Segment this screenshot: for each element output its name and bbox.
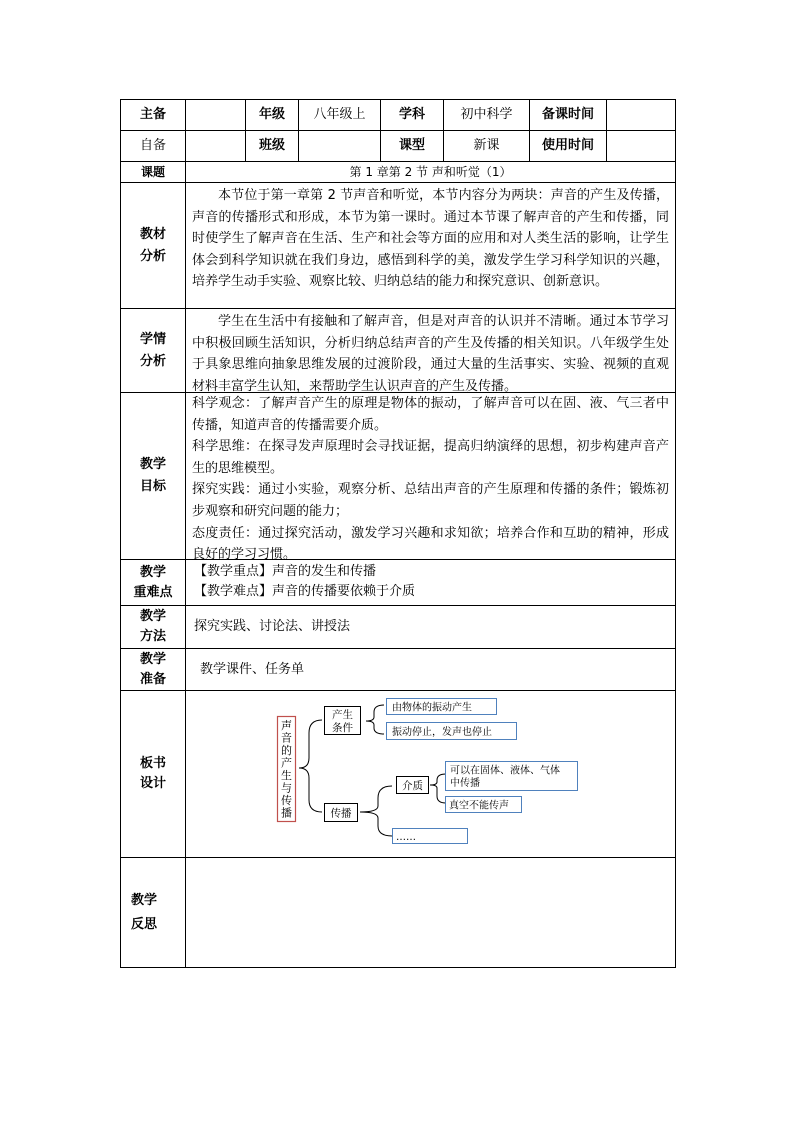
objectives-label-line2: 目标	[139, 479, 166, 494]
reflection-label	[121, 858, 185, 967]
board-root-char: 产	[281, 756, 292, 770]
keypoint-focus: 【教学重点】声音的发生和传播	[194, 564, 377, 579]
use-time-label: 使用时间	[541, 138, 594, 153]
reflection-label-line2: 反思	[131, 916, 158, 932]
material-label-line1: 教材	[139, 226, 166, 242]
board-spread: 传播	[330, 807, 352, 820]
objective-item: 态度责任：通过探究活动，激发学习兴趣和求知欲；培养合作和互助的精神，形成良好的学习习惯。	[192, 525, 669, 563]
board-root-char: 的	[281, 744, 292, 757]
grade-label: 年级	[258, 107, 285, 122]
board-root-char: 音	[281, 731, 292, 745]
board-more: ……	[396, 832, 416, 843]
board-brace-spread	[360, 786, 392, 836]
board-label-line2: 设计	[139, 776, 166, 791]
topic-value: 第 1 章第 2 节 声和听觉（1）	[349, 165, 512, 179]
board-condition-line2: 条件	[332, 722, 353, 734]
methods-label-line2: 方法	[139, 629, 166, 644]
board-brace-condition	[366, 705, 384, 734]
type-value: 新课	[473, 138, 500, 153]
methods-label-line1: 教学	[139, 609, 166, 624]
material-paragraph: 本节位于第一章第 2 节声音和听觉，本节内容分为两块：声音的产生及传播，声音的传播形式和形成，本节为第一课时。通过本节课了解声音的产生和传播，同时使学生了解声音在生活、生产和社会等方面的应用和对人类生活的影响，让学生体会到科学知识就在我们身边，感悟到科学的美，激发学生学习科学知识的兴趣，培养学生动手实验、观察比较、归纳总结的能力和探究意识、创新意识。	[192, 188, 669, 290]
board-cond-item1: 由物体的振动产生	[392, 702, 472, 714]
subject-label: 学科	[398, 107, 425, 122]
prep-label-line2: 准备	[139, 671, 166, 687]
class-label: 班级	[258, 138, 285, 153]
reflection-value	[186, 858, 675, 967]
topic-label: 课题	[140, 165, 165, 179]
grade-value: 八年级上	[313, 107, 366, 122]
board-brace-root	[299, 720, 322, 812]
zibei-label: 自备	[139, 138, 166, 153]
board-root-char: 与	[281, 781, 292, 795]
subject-value: 初中科学	[460, 107, 513, 122]
prep-time-label: 备课时间	[541, 107, 594, 122]
board-condition-line1: 产生	[332, 709, 353, 721]
keypoints-label-line1: 教学	[139, 564, 166, 580]
material-label-line2: 分析	[139, 248, 166, 264]
methods-value: 探究实践、讨论法、讲授法	[194, 619, 351, 634]
type-label: 课型	[398, 138, 425, 153]
board-brace-medium	[430, 774, 446, 803]
reflection-label-line1: 教学	[131, 892, 158, 908]
board-root-char: 生	[281, 769, 292, 782]
students-label-line1: 学情	[139, 331, 166, 347]
board-medium: 介质	[402, 780, 423, 792]
board-root-char: 声	[281, 719, 292, 732]
objectives-label-line1: 教学	[139, 457, 166, 472]
keypoint-difficulty: 【教学难点】声音的传播要依赖于介质	[194, 584, 416, 599]
board-label-line1: 板书	[139, 756, 166, 771]
zhubei-label: 主备	[139, 107, 166, 122]
objective-item: 探究实践：通过小实验，观察分析、总结出声音的产生原理和传播的条件；锻炼初步观察和研究问题的能力；	[192, 482, 669, 519]
objective-item: 科学观念：了解声音产生的原理是物体的振动，了解声音可以在固、液、气三者中传播，知道声音的传播需要介质。	[192, 396, 669, 433]
board-cond-item2: 振动停止，发声也停止	[392, 727, 492, 738]
board-root-char: 传	[281, 794, 292, 807]
board-root-char: 播	[281, 806, 292, 820]
board-medium-item2: 真空不能传声	[449, 800, 509, 812]
board-medium-item1-line2: 中传播	[450, 778, 480, 789]
objective-item: 科学思维：在探寻发声原理时会寻找证据，提高归纳演绎的思想，初步构建声音产生的思维模型。	[192, 439, 669, 476]
prep-label-line1: 教学	[139, 651, 166, 667]
prep-value: 教学课件、任务单	[200, 661, 305, 677]
board-medium-item1-line1: 可以在固体、液体、气体	[450, 765, 560, 777]
students-paragraph: 学生在生活中有接触和了解声音，但是对声音的认识并不清晰。通过本节学习中积极回顾生活知识，分析归纳总结声音的产生及传播的相关知识。八年级学生处于具象思维向抽象思维发展的过渡阶段，通过大量的生活事实、实验、视频的直观材料丰富学生认知，来帮助学生认识声音的产生及传播。	[192, 314, 669, 394]
students-label-line2: 分析	[139, 353, 166, 369]
keypoints-label-line2: 重难点	[133, 584, 173, 600]
